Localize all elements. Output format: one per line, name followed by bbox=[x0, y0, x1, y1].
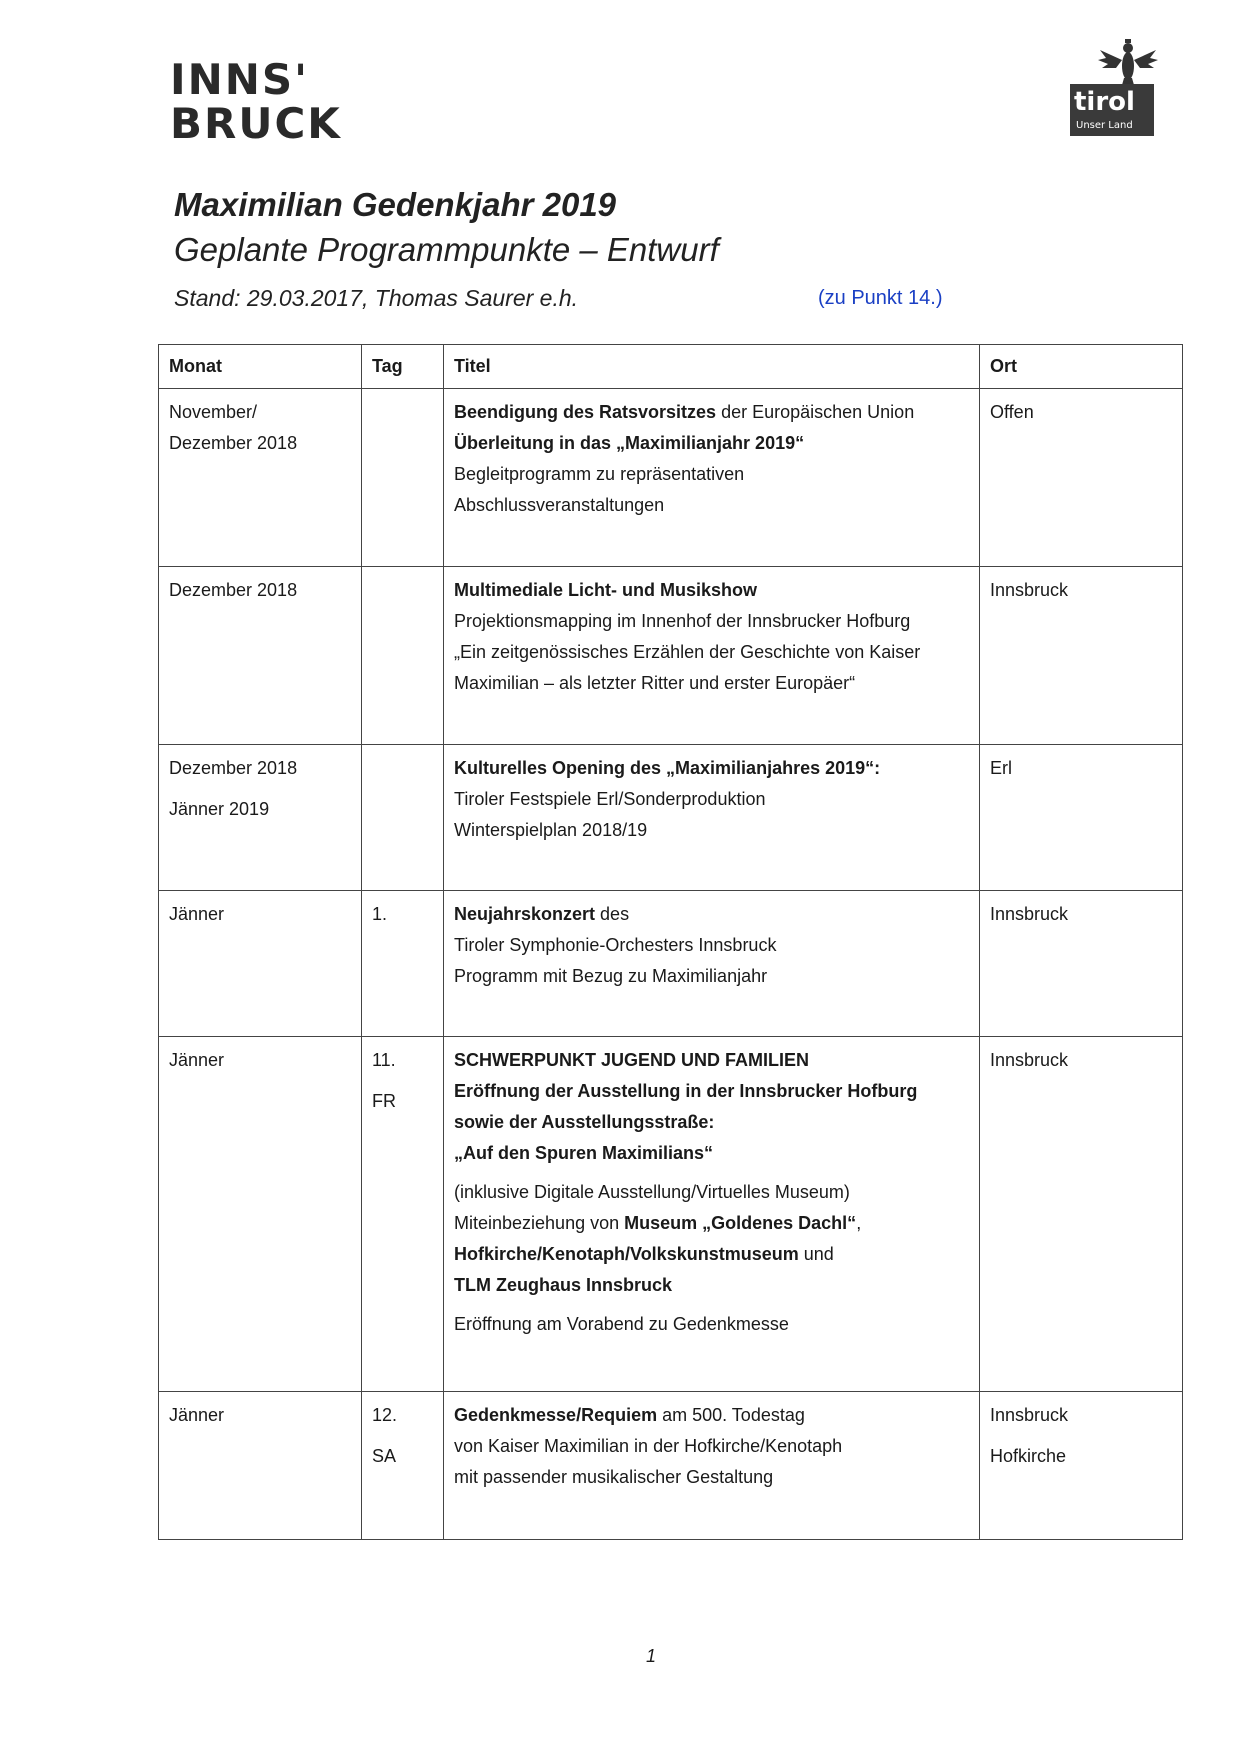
table-row bbox=[159, 1037, 1183, 1392]
cell-text: Innsbruck bbox=[990, 904, 1069, 924]
table-header-row bbox=[159, 345, 1183, 389]
tirol-logo-subtitle: Unser Land bbox=[1076, 120, 1133, 131]
cell-text: Dezember 2018 bbox=[169, 758, 298, 778]
cell-monat bbox=[159, 1037, 362, 1392]
cell-text: Winterspielplan 2018/19 bbox=[454, 820, 648, 840]
cell-text: der Europäischen Union bbox=[716, 402, 915, 422]
cell-text: Jänner bbox=[169, 1050, 225, 1070]
bold-text: Gedenkmesse/Requiem bbox=[454, 1405, 658, 1425]
page-number: 1 bbox=[646, 1646, 657, 1666]
cell-monat bbox=[159, 389, 362, 567]
cell-text: Jänner 2019 bbox=[169, 799, 270, 819]
cell-text: 1. bbox=[372, 904, 388, 924]
cell-text: Multimediale Licht- und Musikshow bbox=[454, 580, 758, 600]
cell-monat bbox=[159, 745, 362, 891]
cell-text: Hofkirche bbox=[990, 1446, 1067, 1466]
cell-text: des bbox=[595, 904, 630, 924]
bold-text: Museum „Goldenes Dachl“ bbox=[624, 1213, 857, 1233]
cell-ort bbox=[980, 389, 1183, 567]
tirol-logo-word: tirol bbox=[1074, 87, 1135, 117]
document-stand: Stand: 29.03.2017, Thomas Saurer e.h. bbox=[174, 285, 579, 311]
cell-text: Jänner bbox=[169, 1405, 225, 1425]
cell-titel bbox=[444, 891, 980, 1037]
cell-text: Jänner bbox=[169, 904, 225, 924]
cell-text: Begleitprogramm zu repräsentativen bbox=[454, 464, 745, 484]
cell-ort bbox=[980, 1392, 1183, 1540]
cell-text: (inklusive Digitale Ausstellung/Virtuelles Museum) bbox=[454, 1182, 850, 1202]
column-header-monat: Monat bbox=[159, 345, 362, 389]
cell-text bbox=[454, 1400, 969, 1431]
bold-text: Beendigung des Ratsvorsitzes bbox=[454, 402, 717, 422]
cell-tag bbox=[362, 1392, 444, 1540]
cell-text: Projektionsmapping im Innenhof der Innsbrucker Hofburg bbox=[454, 611, 911, 631]
cell-text bbox=[454, 1208, 969, 1239]
cell-text: und bbox=[798, 1244, 834, 1264]
cell-text: Überleitung in das „Maximilianjahr 2019“ bbox=[454, 433, 805, 453]
cell-monat bbox=[159, 567, 362, 745]
innsbruck-logo-line1: INNS' bbox=[170, 55, 310, 104]
programme-table bbox=[158, 344, 1183, 1540]
table-row bbox=[159, 745, 1183, 891]
table-row bbox=[159, 389, 1183, 567]
cell-text: SCHWERPUNKT JUGEND UND FAMILIEN bbox=[454, 1050, 810, 1070]
cell-ort bbox=[980, 1037, 1183, 1392]
cell-text: „Ein zeitgenössisches Erzählen der Geschichte von Kaiser bbox=[454, 642, 921, 662]
cell-text: November/ bbox=[169, 402, 258, 422]
cell-text: 12. bbox=[372, 1405, 398, 1425]
cell-ort bbox=[980, 891, 1183, 1037]
cell-monat bbox=[159, 891, 362, 1037]
document-subtitle: Geplante Programmpunkte – Entwurf bbox=[174, 231, 719, 268]
document-title: Maximilian Gedenkjahr 2019 bbox=[174, 186, 617, 223]
bold-text: Neujahrskonzert bbox=[454, 904, 596, 924]
cell-text: FR bbox=[372, 1091, 396, 1111]
innsbruck-logo-line2: BRUCK bbox=[170, 99, 342, 148]
cell-titel bbox=[444, 745, 980, 891]
cell-tag bbox=[362, 389, 444, 567]
cell-text: Offen bbox=[990, 402, 1034, 422]
bold-text: Hofkirche/Kenotaph/Volkskunstmuseum bbox=[454, 1244, 799, 1264]
cell-text: mit passender musikalischer Gestaltung bbox=[454, 1467, 774, 1487]
cell-text: TLM Zeughaus Innsbruck bbox=[454, 1275, 673, 1295]
cell-text: Dezember 2018 bbox=[169, 433, 298, 453]
cell-titel bbox=[444, 567, 980, 745]
cell-text: Tiroler Festspiele Erl/Sonderproduktion bbox=[454, 789, 766, 809]
cell-text: „Auf den Spuren Maximilians“ bbox=[454, 1143, 714, 1163]
cell-text bbox=[454, 1239, 969, 1270]
tirol-logo bbox=[1068, 36, 1164, 148]
cell-text: Maximilian – als letzter Ritter und erster Europäer“ bbox=[454, 673, 856, 693]
table-row bbox=[159, 1392, 1183, 1540]
agenda-reference: (zu Punkt 14.) bbox=[818, 287, 943, 309]
innsbruck-logo bbox=[170, 55, 342, 148]
cell-tag bbox=[362, 567, 444, 745]
column-header-ort: Ort bbox=[980, 345, 1183, 389]
cell-text: Innsbruck bbox=[990, 1405, 1069, 1425]
cell-monat bbox=[159, 1392, 362, 1540]
cell-text: Erl bbox=[990, 758, 1012, 778]
cell-titel bbox=[444, 389, 980, 567]
cell-text: von Kaiser Maximilian in der Hofkirche/Kenotaph bbox=[454, 1436, 843, 1456]
cell-ort bbox=[980, 745, 1183, 891]
cell-text: am 500. Todestag bbox=[657, 1405, 805, 1425]
cell-text: SA bbox=[372, 1446, 397, 1466]
column-header-tag: Tag bbox=[362, 345, 444, 389]
cell-text: Abschlussveranstaltungen bbox=[454, 495, 665, 515]
cell-text: Dezember 2018 bbox=[169, 580, 298, 600]
cell-ort bbox=[980, 567, 1183, 745]
cell-text: Miteinbeziehung von bbox=[454, 1213, 625, 1233]
cell-text: sowie der Ausstellungsstraße: bbox=[454, 1112, 715, 1132]
cell-tag bbox=[362, 745, 444, 891]
cell-tag bbox=[362, 891, 444, 1037]
tirol-logo-box bbox=[1070, 84, 1154, 136]
cell-text: , bbox=[856, 1213, 862, 1233]
cell-tag bbox=[362, 1037, 444, 1392]
cell-text: Innsbruck bbox=[990, 1050, 1069, 1070]
cell-text: Eröffnung am Vorabend zu Gedenkmesse bbox=[454, 1314, 789, 1334]
cell-titel bbox=[444, 1392, 980, 1540]
cell-text: Tiroler Symphonie-Orchesters Innsbruck bbox=[454, 935, 777, 955]
table-row bbox=[159, 567, 1183, 745]
cell-text: Eröffnung der Ausstellung in der Innsbrucker Hofburg bbox=[454, 1081, 918, 1101]
cell-text: Programm mit Bezug zu Maximilianjahr bbox=[454, 966, 768, 986]
cell-text bbox=[454, 899, 969, 930]
cell-text: Innsbruck bbox=[990, 580, 1069, 600]
cell-titel bbox=[444, 1037, 980, 1392]
cell-text: 11. bbox=[372, 1050, 396, 1070]
cell-text bbox=[454, 397, 969, 428]
cell-text: Kulturelles Opening des „Maximilianjahres 2019“: bbox=[454, 758, 881, 778]
table-row bbox=[159, 891, 1183, 1037]
column-header-titel: Titel bbox=[444, 345, 980, 389]
